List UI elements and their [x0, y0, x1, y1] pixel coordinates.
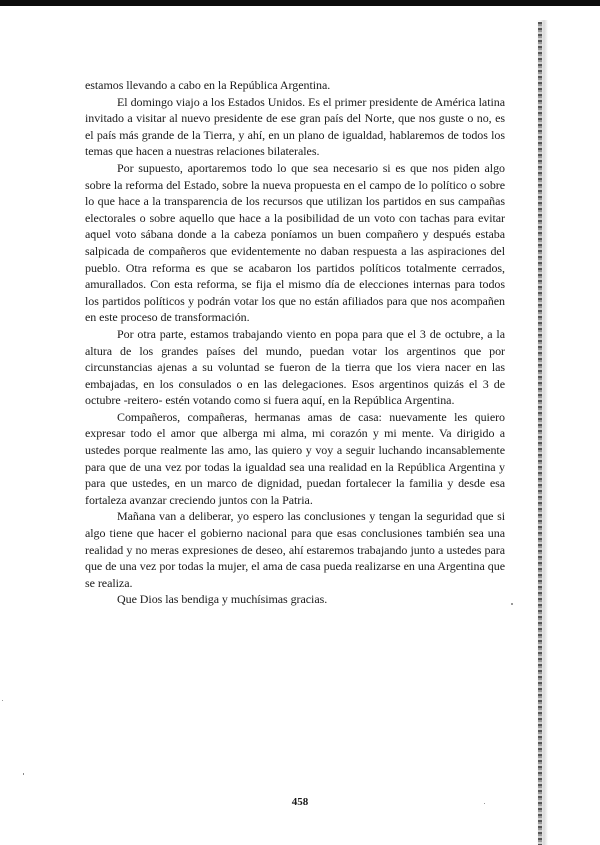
paragraph-voting-abroad: Por otra parte, estamos trabajando viento en popa para que el 3 de octubre, a la altura de los grandes países del mundo, puedan votar los argentinos que por circunstancias ajenas a su voluntad se fueron de la tierra que los viera nacer en las embajadas, en los consulados o en las delegaciones. Esos argentinos quizás el 3 de octubre -reitero- estén votando como si fuera aquí, en la República Argentina.: [85, 326, 505, 408]
scan-binding-shadow: [536, 20, 600, 845]
paragraph-deliberation: Mañana van a deliberar, yo espero las conclusiones y tengan la seguridad que si algo tiene que hacer el gobierno nacional para que esas conclusiones también sea una realidad y no meras expresiones de deseo, ahí estaremos trabajando junto a ustedes para que de una vez por todas la mujer, el ama de casa pueda realizarse en una Argentina que se realiza.: [85, 509, 505, 590]
paragraph-state-reform: Por supuesto, aportaremos todo lo que sea necesario si es que nos piden algo sobre la reforma del Estado, sobre la nueva propuesta en el campo de lo político o sobre lo que hace a la transparencia de los recursos que utilizan los partidos en sus campañas electorales o sobre aquello que hace a la posibilidad de un voto con tachas para evitar aquel voto sábana donde a la cabeza poníamos un buen compañero y después estaba salpicada de compañeros que evidentemente no daban respuesta a las aspiraciones del pueblo. Otra reforma es que se acabaron los partidos políticos totalmente cerrados, amurallados. Con esta reforma, se fija el mismo día de elecciones internas para todos los partidos políticos y podrán votar los que no están afiliados para que nos acompañen en este proceso de transformación.: [85, 160, 505, 325]
paragraph-closing: Que Dios las bendiga y muchísimas gracias.: [117, 592, 328, 607]
paragraph-continuation: estamos llevando a cabo en la República Argentina.: [85, 78, 331, 92]
page-number: 458: [291, 796, 309, 808]
paragraph-housewives: Compañeros, compañeras, hermanas amas de casa: nuevamente les quiero expresar todo el amor que alberga mi alma, mi corazón y mi mente. Va dirigido a ustedes porque realmente las amo, las quiero y voy a seguir luchando incansablemente para que de una vez por todas la igualdad sea una realidad en la República Argentina y para que ustedes, en un marco de dignidad, puedan fortalecer la familia y desde esa fortaleza avanzar creciendo juntos con la Patria.: [85, 409, 505, 507]
scan-speck: [511, 603, 513, 605]
scan-binding-edge: [538, 22, 542, 845]
paragraph-trip-usa: El domingo viajo a los Estados Unidos. Es el primer presidente de América latina invitado a visitar al nuevo presidente de ese gran país del Norte, que nos guste o no, es el país más grande de la Tierra, y ahí, en un plano de igualdad, hablaremos de todos los temas que hacen a nuestras relaciones bilaterales.: [85, 94, 505, 159]
scan-speck: [23, 773, 24, 775]
scan-speck: [2, 700, 3, 701]
document-body: [85, 77, 505, 608]
scan-top-edge: [0, 0, 600, 6]
